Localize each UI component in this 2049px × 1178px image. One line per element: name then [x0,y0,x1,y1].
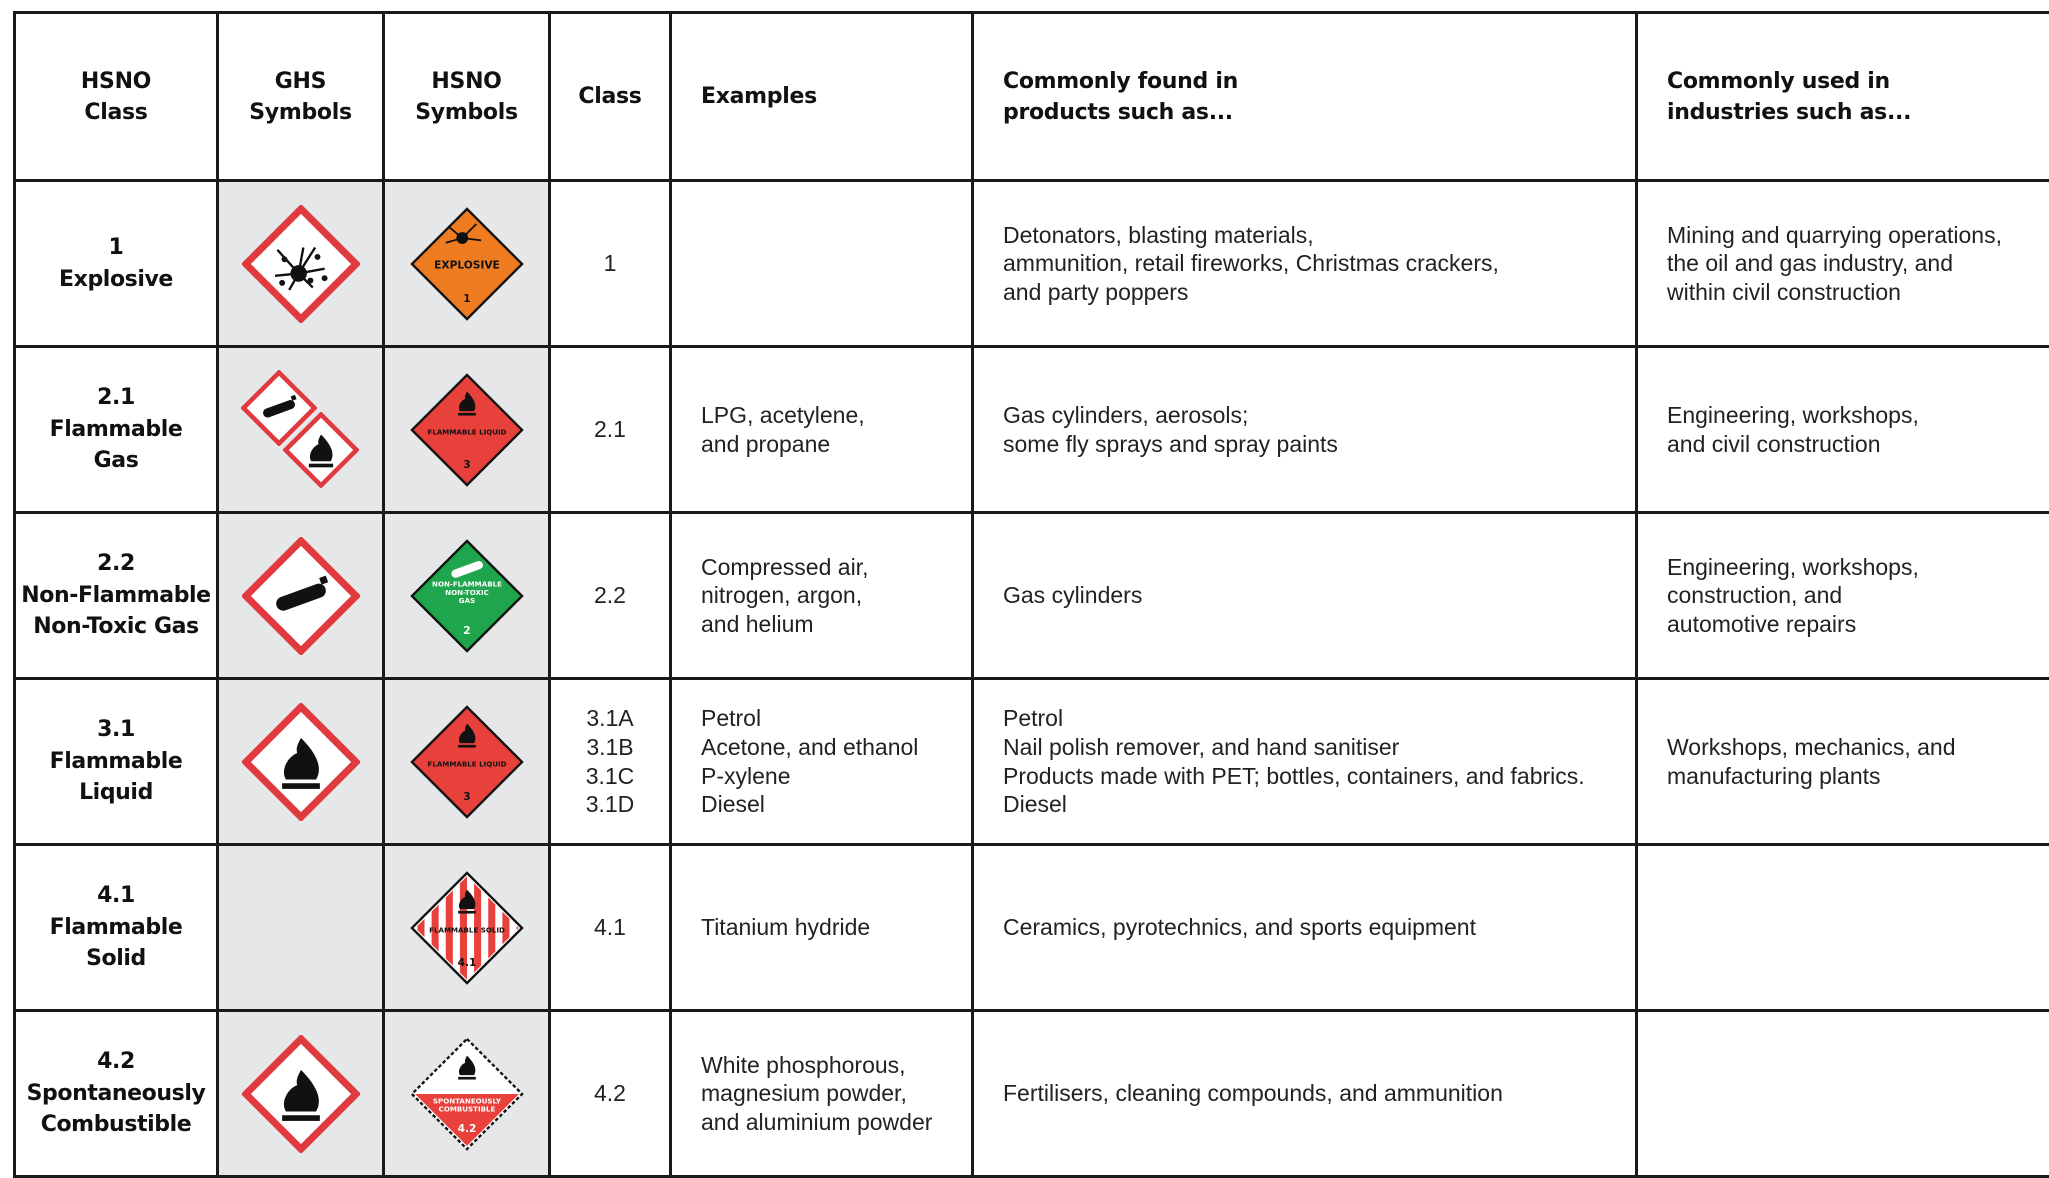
cell-line: Engineering, workshops, [1667,401,2045,430]
cell-line: 2.1 [16,382,216,414]
hsno-class-cell [15,181,218,347]
cell-line: Ceramics, pyrotechnics, and sports equipment [1003,913,1631,942]
ghs-symbols-cell [218,845,384,1011]
cell-line: and party poppers [1003,278,1631,307]
cell-line: Petrol [701,704,967,733]
cell-line: 2.2 [16,548,216,580]
flame-icon [242,703,360,821]
cell-line: Liquid [16,777,216,809]
hsno-label-text: FLAMMABLE LIQUID [427,759,506,768]
header-hsno-class: HSNO Class [15,13,218,181]
ghs-symbols-cell [218,679,384,845]
examples-cell [671,845,973,1011]
hsno-symbols-cell [384,679,550,845]
cell-line: 4.2 [16,1046,216,1078]
cell-line: within civil construction [1667,278,2045,307]
examples-cell [671,347,973,513]
industries-cell [1637,513,2049,679]
cell-line: Fertilisers, cleaning compounds, and ammunition [1003,1079,1631,1108]
cell-line: automotive repairs [1667,610,2045,639]
cell-line: some fly sprays and spray paints [1003,430,1631,459]
hsno-class-cell [15,679,218,845]
header-hsno-symbols: HSNO Symbols [384,13,550,181]
industries-cell [1637,679,2049,845]
cell-line: Combustible [16,1109,216,1141]
examples-cell [671,679,973,845]
hsno-number-text: 2 [463,623,470,636]
header-row [15,13,2049,181]
hsno-symbols-cell [384,347,550,513]
ghs-symbols-cell [218,513,384,679]
cell-line: Diesel [701,790,967,819]
class-code-cell [550,513,671,679]
cell-line: Non-Flammable [16,580,216,612]
hsno-label-text: EXPLOSIVE [434,258,500,271]
spontaneously-combustible-diamond-icon [408,1035,526,1153]
hsno-symbols-cell [384,845,550,1011]
cell-line: Non-Toxic Gas [16,611,216,643]
cell-line: 1 [16,232,216,264]
cell-line: 2.2 [551,581,669,610]
hsno-symbols-cell [384,181,550,347]
hsno-number-text: 3 [463,789,470,802]
hsno-class-cell [15,1011,218,1177]
examples-cell [671,1011,973,1177]
header-ghs-symbols: GHS Symbols [218,13,384,181]
cell-line: Compressed air, [701,553,967,582]
industries-cell [1637,1011,2049,1177]
cell-line: Flammable [16,414,216,446]
cell-line: Flammable [16,912,216,944]
ghs-symbols-cell [218,347,384,513]
cell-line: Nail polish remover, and hand sanitiser [1003,733,1631,762]
cell-line: 3.1D [551,790,669,819]
class-code-cell [550,181,671,347]
cell-line: Acetone, and ethanol [701,733,967,762]
cell-line: Gas cylinders [1003,581,1631,610]
flammable-liquid-diamond-icon [408,703,526,821]
cell-line: Flammable [16,746,216,778]
hsno-class-cell [15,513,218,679]
hsno-number-text: 1 [463,291,470,304]
header-examples: Examples [671,13,973,181]
cell-line: 4.2 [551,1079,669,1108]
products-cell [973,181,1637,347]
hsno-number-text: 3 [463,457,470,470]
industries-cell [1637,845,2049,1011]
flame-icon [242,1035,360,1153]
cell-line: 3.1A [551,704,669,733]
explosive-diamond-icon [408,205,526,323]
flammable-solid-diamond-icon [408,869,526,987]
table-row [15,181,2049,347]
header-industries: Commonly used in industries such as... [1637,13,2049,181]
table-row [15,679,2049,845]
table-row [15,1011,2049,1177]
cell-line: Mining and quarrying operations, [1667,221,2045,250]
ghs-symbols-cell [218,181,384,347]
cell-line: 2.1 [551,415,669,444]
examples-cell [671,513,973,679]
hsno-label-text: NON-FLAMMABLE [432,579,502,588]
cell-line: Engineering, workshops, [1667,553,2045,582]
cell-line: 3.1 [16,714,216,746]
cell-line: construction, and [1667,581,2045,610]
hsno-number-text: 4.2 [457,1121,476,1134]
hsno-symbols-cell [384,513,550,679]
hsno-label-text: FLAMMABLE LIQUID [427,427,506,436]
cell-line: Gas [16,445,216,477]
cell-line: Diesel [1003,790,1631,819]
class-code-cell [550,679,671,845]
flammable-liquid-diamond-icon [408,371,526,489]
cell-line: Workshops, mechanics, and [1667,733,2045,762]
hsno-class-cell [15,347,218,513]
table-row [15,347,2049,513]
class-code-cell [550,1011,671,1177]
hsno-class-cell [15,845,218,1011]
cell-line: 3.1B [551,733,669,762]
hsno-number-text: 4.1 [457,955,476,968]
class-code-cell [550,347,671,513]
examples-cell [671,181,973,347]
hsno-label-text: FLAMMABLE SOLID [429,925,505,934]
cell-line: and helium [701,610,967,639]
cell-line: Petrol [1003,704,1631,733]
class-code-cell [550,845,671,1011]
cell-line: 1 [551,249,669,278]
cell-line: ammunition, retail fireworks, Christmas crackers, [1003,249,1631,278]
exploding-bomb-icon [242,205,360,323]
products-cell [973,679,1637,845]
cell-line: and aluminium powder [701,1108,967,1137]
cell-line: 3.1C [551,762,669,791]
flame-icon [283,412,359,488]
non-flammable-gas-diamond-icon [408,537,526,655]
cell-line: and civil construction [1667,430,2045,459]
cell-line: White phosphorous, [701,1051,967,1080]
hsno-label-text: GAS [458,596,474,605]
cell-line: magnesium powder, [701,1079,967,1108]
table-row [15,513,2049,679]
ghs-symbols-cell [218,1011,384,1177]
cell-line: Detonators, blasting materials, [1003,221,1631,250]
cell-line: and propane [701,430,967,459]
hsno-label-text: COMBUSTIBLE [438,1104,495,1113]
cell-line: nitrogen, argon, [701,581,967,610]
header-products: Commonly found in products such as... [973,13,1637,181]
cell-line: manufacturing plants [1667,762,2045,791]
table-row [15,845,2049,1011]
cell-line: Gas cylinders, aerosols; [1003,401,1631,430]
cell-line: Solid [16,943,216,975]
cell-line: Products made with PET; bottles, containers, and fabrics. [1003,762,1631,791]
cell-line: P-xylene [701,762,967,791]
hsno-label-text: SPONTANEOUSLY [432,1096,501,1105]
products-cell [973,513,1637,679]
products-cell [973,1011,1637,1177]
header-class: Class [550,13,671,181]
cell-line: Explosive [16,264,216,296]
cell-line: LPG, acetylene, [701,401,967,430]
products-cell [973,845,1637,1011]
cell-line: Spontaneously [16,1078,216,1110]
hazard-class-table [13,11,2049,1178]
products-cell [973,347,1637,513]
hsno-label-text: NON-TOXIC [445,587,489,596]
industries-cell [1637,181,2049,347]
industries-cell [1637,347,2049,513]
cell-line: 4.1 [16,880,216,912]
gas-cylinder-icon [242,537,360,655]
cell-line: the oil and gas industry, and [1667,249,2045,278]
cell-line: 4.1 [551,913,669,942]
cell-line: Titanium hydride [701,913,967,942]
hsno-symbols-cell [384,1011,550,1177]
